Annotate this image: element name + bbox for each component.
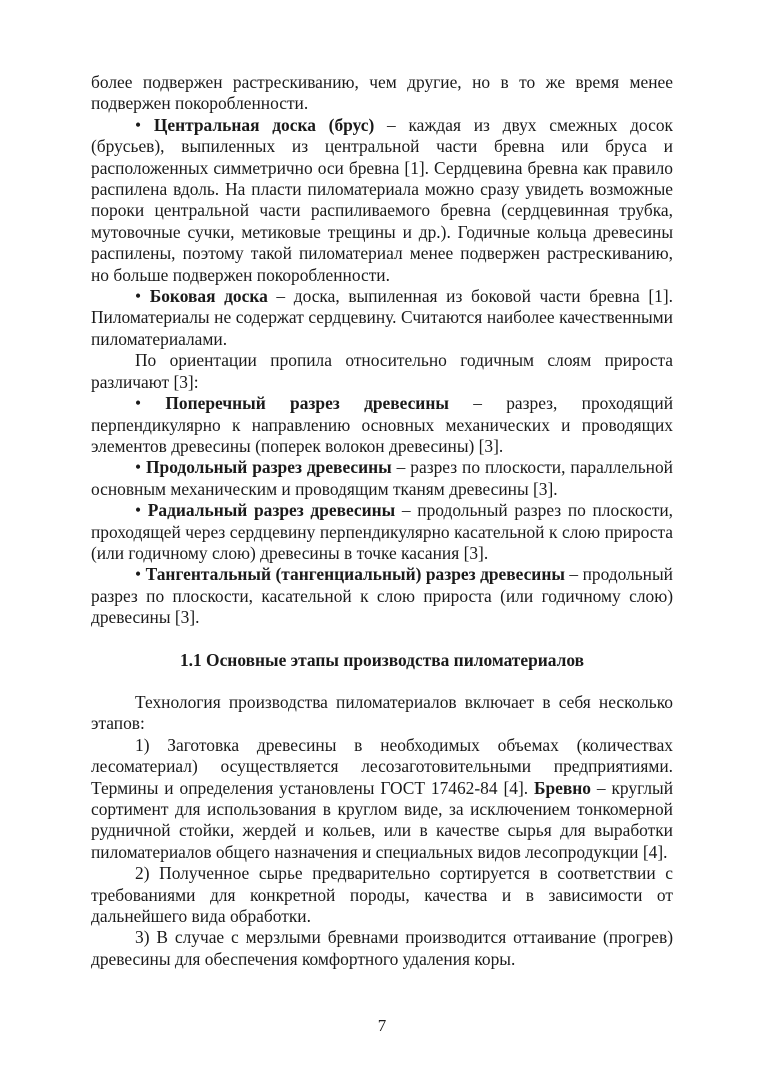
definition-tangential-section: – продольный разрез по плоскости, касательной к слою прироста (или годичному слою) древесины [3]. [91,564,673,628]
paragraph-stage-1 [91,735,673,863]
term-tangential-section: Тангентальный (тангенциальный) разрез древесины [145,564,565,585]
bullet: • [135,393,142,414]
definition-log: – круглый сортимент для использования в круглом виде, за исключением тонкомерной рудничной стойки, жердей и кольев, или в качестве сырья для выработки пиломатериалов общего назначения и специальных видов лесопродукции [4]. [91,777,674,862]
term-central-board: Центральная доска (брус) [153,114,375,135]
paragraph-stage-3: 3) В случае с мерзлыми бревнами производится оттаивание (прогрев) древесины для обеспечения комфортного удаления коры. [91,927,673,969]
paragraph-cut-orientation: По ориентации пропила относительно годичным слоям прироста различают [3]: [91,350,673,392]
definition-side-board: – доска, выпиленная из боковой части бревна [1]. Пиломатериалы не содержат сердцевину. Считаются наиболее качественными пиломатериалами. [91,286,673,349]
definition-cross-section: – разрез, проходящий перпендикулярно к направлению основных механических и проводящих элементов древесины (поперек волокон древесины) [3]. [91,393,673,456]
definition-longitudinal-section: – разрез по плоскости, параллельной основным механическим и проводящим тканям древесины [3]. [91,457,673,499]
term-cross-section: Поперечный разрез древесины [165,393,449,414]
paragraph-central-board [91,115,673,286]
page-number: 7 [377,1016,387,1035]
paragraph-side-board [91,286,673,350]
term-longitudinal-section: Продольный разрез древесины [146,457,392,478]
bullet: • [135,457,142,478]
definition-radial-section: – продольный разрез по плоскости, проходящей через сердцевину перпендикулярно касательной к слою прироста (или годичному слою) древесины в точке касания [3]. [91,500,673,563]
bullet: • [135,114,142,135]
bullet: • [135,564,142,585]
section-heading: 1.1 Основные этапы производства пиломатериалов [179,649,585,670]
paragraph-longitudinal-section [91,457,673,500]
document-page [91,72,673,970]
paragraph-cross-section [91,393,673,457]
stage-1-text: 1) Заготовка древесины в необходимых объемах (количествах лесоматериал) осуществляется лесозаготовительными предприятиями. Термины и определения установлены ГОСТ 17462-84 [4]. [91,734,673,798]
paragraph-continuation: более подвержен растрескиванию, чем другие, но в то же время менее подвержен покоробленности. [91,72,673,114]
bullet: • [135,286,142,307]
bullet: • [135,500,142,521]
definition-central-board: – каждая из двух смежных досок (брусьев), выпиленных из центральной части бревна или бруса и расположенных симметрично оси бревна [1]. Сердцевина бревна как правило распилена вдоль. На пласти пиломатериала можно сразу увидеть возможные пороки центральной части распиливаемого бревна (сердцевинная трубка, мутовочные сучки, метиковые трещины и др.). Годичные кольца древесины распилены, поэтому такой пиломатериал менее подвержен растрескиванию, но больше подвержен покоробленности. [91,114,673,285]
term-radial-section: Радиальный разрез древесины [147,500,396,521]
term-log: Бревно [533,777,591,798]
term-side-board: Боковая доска [149,286,268,307]
paragraph-radial-section [91,500,673,564]
paragraph-stage-2: 2) Полученное сырье предварительно сортируется в соответствии с требованиями для конкретной породы, качества и в зависимости от дальнейшего вида обработки. [91,863,673,927]
paragraph-tangential-section [91,564,673,628]
paragraph-production-stages: Технология производства пиломатериалов включает в себя несколько этапов: [91,691,673,734]
